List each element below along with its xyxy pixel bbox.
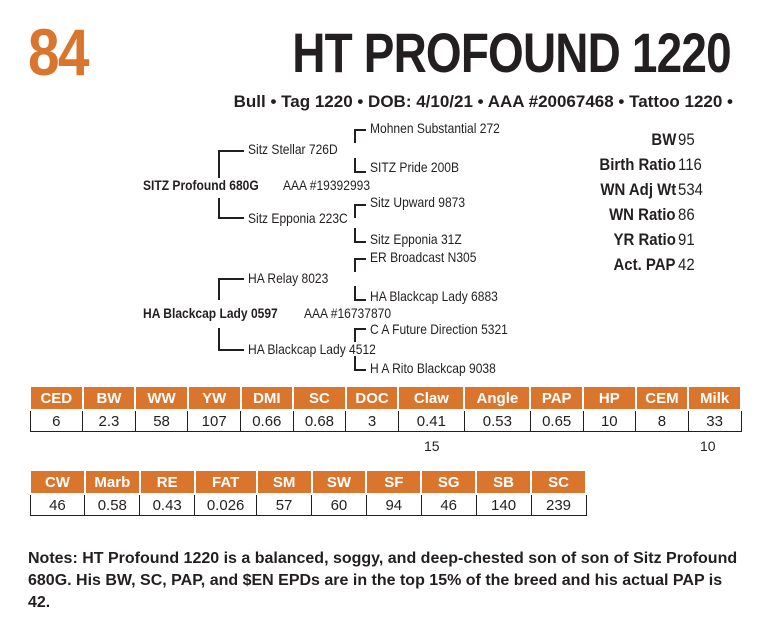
epd-header-row bbox=[30, 470, 586, 494]
dam-sire-sire: ER Broadcast N305 bbox=[370, 249, 477, 265]
epd-header: DOC bbox=[346, 386, 399, 410]
epd-header-row bbox=[30, 386, 741, 410]
epd-header: CW bbox=[30, 470, 85, 494]
stat-value: 91 bbox=[678, 230, 695, 249]
stat-value: 95 bbox=[678, 130, 695, 149]
epd-header: Angle bbox=[464, 386, 530, 410]
epd-header: SB bbox=[476, 470, 531, 494]
epd-header: Marb bbox=[85, 470, 140, 494]
stat-value: 42 bbox=[678, 255, 695, 274]
epd-value-row bbox=[30, 494, 586, 516]
epd-value: 46 bbox=[421, 494, 476, 516]
sire-sire: Sitz Stellar 726D bbox=[248, 141, 338, 157]
stat-label: BW bbox=[651, 130, 676, 149]
epd-value: 140 bbox=[476, 494, 531, 516]
epd-value: 57 bbox=[257, 494, 312, 516]
epd-table-2 bbox=[29, 469, 587, 516]
epd-value: 46 bbox=[30, 494, 85, 516]
lot-number: 84 bbox=[28, 15, 88, 89]
epd-table-1 bbox=[29, 385, 742, 432]
stat-value: 86 bbox=[678, 205, 695, 224]
dam-registration: AAA #16737870 bbox=[304, 305, 392, 321]
epd-value: 107 bbox=[188, 410, 241, 432]
animal-details: Bull • Tag 1220 • DOB: 4/10/21 • AAA #20067468 • Tattoo 1220 • bbox=[233, 92, 733, 111]
epd-header: SG bbox=[421, 470, 476, 494]
sire-sire-sire: Mohnen Substantial 272 bbox=[370, 120, 500, 136]
sire-registration: AAA #19392993 bbox=[283, 177, 371, 193]
epd-header: SC bbox=[293, 386, 346, 410]
epd-header: CED bbox=[30, 386, 83, 410]
epd-value: 0.53 bbox=[464, 410, 530, 432]
epd-header: Milk bbox=[688, 386, 741, 410]
epd-value: 58 bbox=[135, 410, 188, 432]
claw-percentile: 15 bbox=[424, 438, 440, 454]
epd-value-row bbox=[30, 410, 741, 432]
stat-label: YR Ratio bbox=[613, 230, 676, 249]
sire-dam: Sitz Epponia 223C bbox=[248, 210, 348, 226]
dam-dam-dam: H A Rito Blackcap 9038 bbox=[370, 360, 496, 376]
epd-header: Claw bbox=[398, 386, 464, 410]
epd-value: 239 bbox=[531, 494, 586, 516]
epd-header: HP bbox=[583, 386, 636, 410]
epd-value: 10 bbox=[583, 410, 636, 432]
sire-dam-dam: Sitz Epponia 31Z bbox=[370, 231, 462, 247]
stat-value: 534 bbox=[678, 180, 703, 199]
epd-header: YW bbox=[188, 386, 241, 410]
epd-value: 33 bbox=[688, 410, 741, 432]
epd-header: SM bbox=[257, 470, 312, 494]
epd-header: SW bbox=[312, 470, 367, 494]
sire-dam-sire: Sitz Upward 9873 bbox=[370, 194, 466, 210]
epd-value: 0.66 bbox=[241, 410, 294, 432]
epd-value: 3 bbox=[346, 410, 399, 432]
dam-sire-dam: HA Blackcap Lady 6883 bbox=[370, 288, 498, 304]
epd-value: 0.68 bbox=[293, 410, 346, 432]
epd-header: SF bbox=[366, 470, 421, 494]
milk-percentile: 10 bbox=[700, 438, 716, 454]
epd-header: WW bbox=[135, 386, 188, 410]
epd-value: 0.43 bbox=[140, 494, 195, 516]
stat-value: 116 bbox=[678, 155, 702, 174]
epd-value: 94 bbox=[366, 494, 421, 516]
stat-label: WN Adj Wt bbox=[600, 180, 676, 199]
dam-sire: HA Relay 8023 bbox=[248, 270, 329, 286]
epd-value: 6 bbox=[30, 410, 83, 432]
stat-label: Birth Ratio bbox=[599, 155, 676, 174]
dam-dam: HA Blackcap Lady 4512 bbox=[248, 341, 376, 357]
animal-title: HT PROFOUND 1220 bbox=[292, 21, 731, 84]
sire-sire-dam: SITZ Pride 200B bbox=[370, 159, 460, 175]
epd-value: 2.3 bbox=[83, 410, 136, 432]
epd-header: FAT bbox=[195, 470, 257, 494]
epd-header: BW bbox=[83, 386, 136, 410]
stat-label: Act. PAP bbox=[613, 255, 676, 274]
epd-value: 0.026 bbox=[195, 494, 257, 516]
epd-value: 8 bbox=[636, 410, 689, 432]
epd-value: 60 bbox=[312, 494, 367, 516]
dam-dam-sire: C A Future Direction 5321 bbox=[370, 321, 508, 337]
epd-header: SC bbox=[531, 470, 586, 494]
notes-paragraph: Notes: HT Profound 1220 is a balanced, soggy, and deep-chested son of son of Sitz Profound 680G. His BW, SC, PAP, and $EN EPDs are in the top 15% of the breed and his actual PAP is 42. bbox=[28, 550, 738, 611]
epd-value: 0.65 bbox=[530, 410, 583, 432]
epd-value: 0.58 bbox=[85, 494, 140, 516]
epd-header: RE bbox=[140, 470, 195, 494]
epd-header: DMI bbox=[241, 386, 294, 410]
epd-header: PAP bbox=[530, 386, 583, 410]
epd-header: CEM bbox=[636, 386, 689, 410]
sire-name: SITZ Profound 680G bbox=[143, 177, 259, 193]
epd-value: 0.41 bbox=[398, 410, 464, 432]
dam-name: HA Blackcap Lady 0597 bbox=[143, 305, 278, 321]
stat-label: WN Ratio bbox=[609, 205, 676, 224]
